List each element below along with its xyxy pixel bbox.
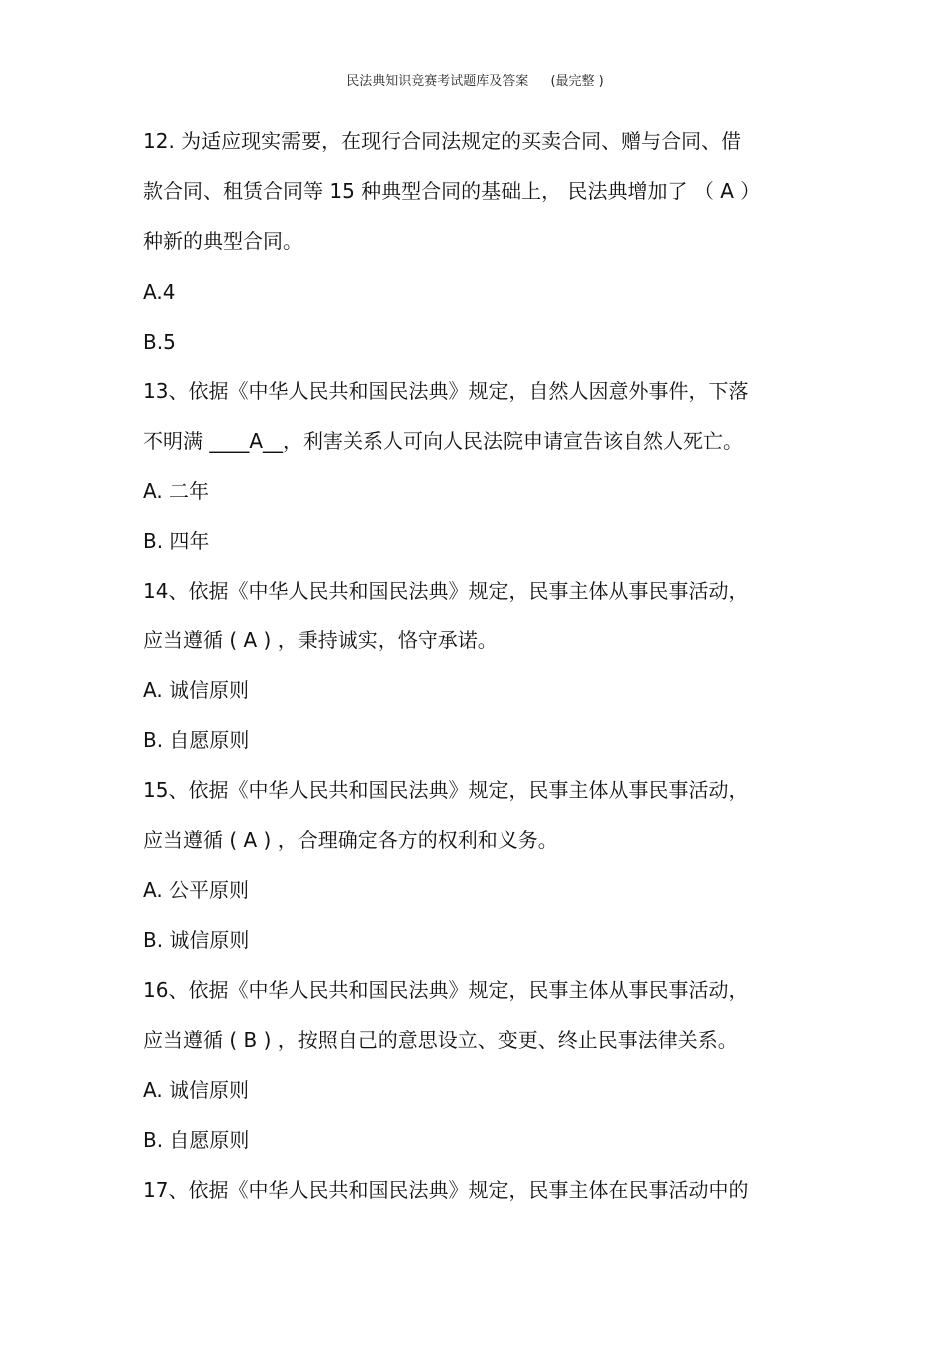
text-line: 款合同、租赁合同等 15 种典型合同的基础上， 民法典增加了 （ A ）: [143, 179, 761, 203]
text-line: 17、依据《中华人民共和国民法典》规定，民事主体在民事活动中的: [143, 1178, 749, 1202]
page-header: [0, 70, 950, 89]
text-line: 应当遵循 ( A ) ，合理确定各方的权利和义务。: [143, 828, 558, 852]
text-line: A.4: [143, 280, 176, 304]
text-line: 16、依据《中华人民共和国民法典》规定，民事主体从事民事活动，: [143, 978, 749, 1002]
text-line: 15、依据《中华人民共和国民法典》规定，民事主体从事民事活动，: [143, 778, 749, 802]
text-line: B. 诚信原则: [143, 928, 250, 952]
text-line: 不明满 ____A__，利害关系人可向人民法院申请宣告该自然人死亡。: [143, 429, 744, 453]
text-line: 种新的典型合同。: [143, 229, 303, 253]
text-line: B.5: [143, 330, 176, 354]
text-line: 14、依据《中华人民共和国民法典》规定，民事主体从事民事活动，: [143, 579, 749, 603]
text-line: B. 自愿原则: [143, 1128, 250, 1152]
text-line: A. 诚信原则: [143, 678, 250, 702]
document-subtitle: (最完整 ): [550, 74, 604, 89]
text-line: 12. 为适应现实需要，在现行合同法规定的买卖合同、赠与合同、借: [143, 129, 742, 153]
document-title: 民法典知识竞赛考试题库及答案: [346, 74, 529, 89]
text-line: B. 四年: [143, 529, 210, 553]
text-line: A. 二年: [143, 479, 210, 503]
text-line: 13、依据《中华人民共和国民法典》规定，自然人因意外事件，下落: [143, 379, 749, 403]
text-line: A. 诚信原则: [143, 1078, 250, 1102]
text-line: 应当遵循 ( A ) ，秉持诚实，恪守承诺。: [143, 628, 498, 652]
text-line: A. 公平原则: [143, 878, 250, 902]
text-line: 应当遵循 ( B ) ，按照自己的意思设立、变更、终止民事法律关系。: [143, 1028, 738, 1052]
text-line: B. 自愿原则: [143, 728, 250, 752]
